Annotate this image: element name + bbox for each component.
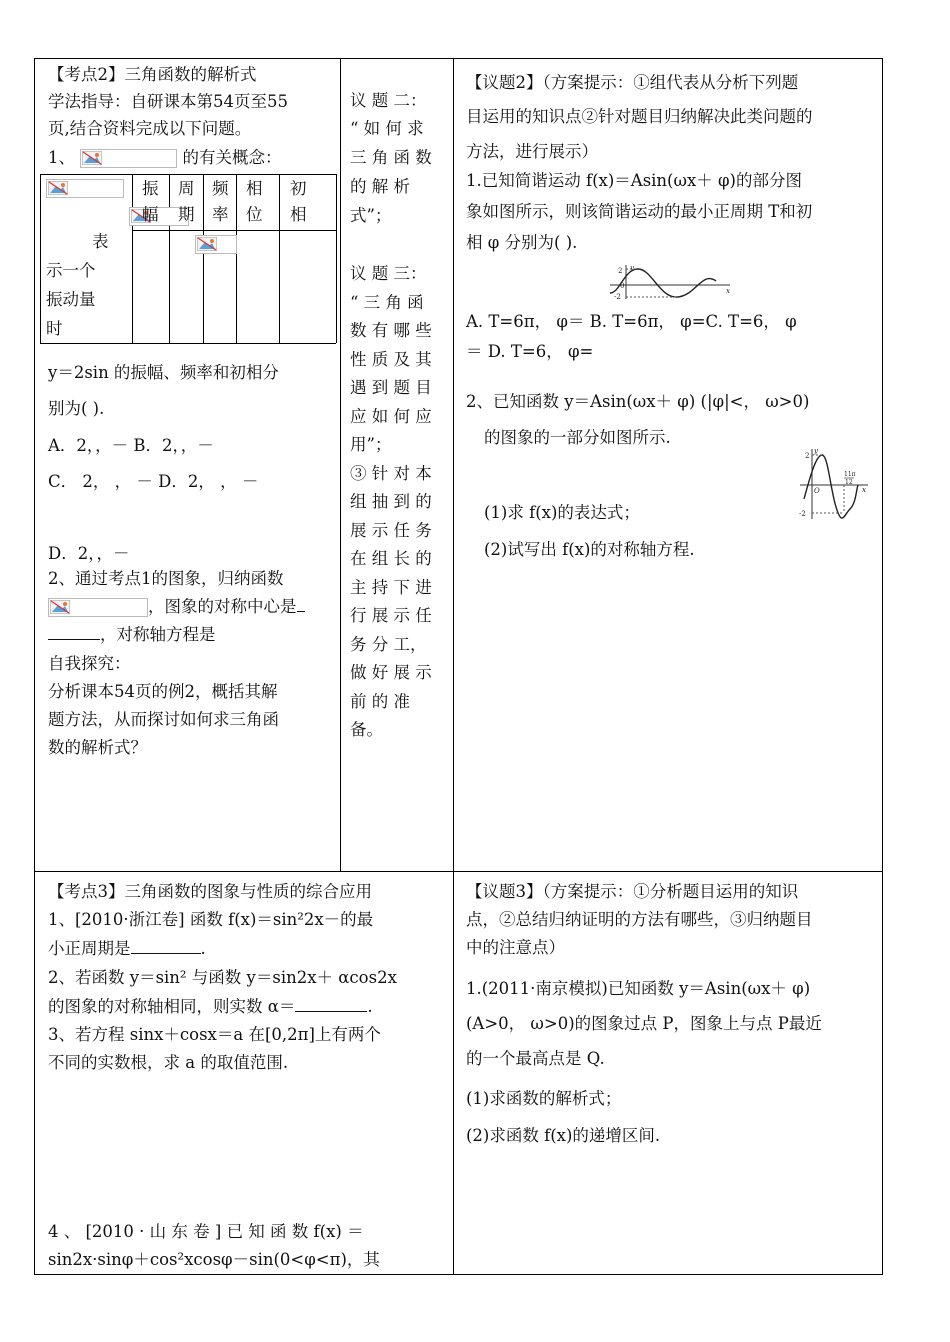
- problem1-options-1: A. T=6π， φ＝ B. T=6π， φ=C. T=6， φ: [466, 312, 797, 331]
- problem2-line1: 2、已知函数 y＝Asin(ωx＋ φ) (|φ|<， ω>0): [466, 392, 810, 411]
- table-middle-border: [34, 871, 883, 872]
- q3-line1: 3、若方程 sinx＋cosx＝a 在[0,2π]上有两个: [48, 1025, 381, 1044]
- middle-line: 的 解 析: [350, 177, 410, 196]
- q1-line1: 1、[2010·浙江卷] 函数 f(x)＝sin²2x－的最: [48, 910, 374, 929]
- graph2-x-den: 12: [845, 479, 853, 486]
- middle-line: 务 分 工，: [350, 635, 427, 654]
- kaodian2-heading: 【考点2】三角函数的解析式: [48, 65, 257, 84]
- middle-line: 展 示 任 务: [350, 521, 432, 540]
- table-bottom-border: [34, 1274, 883, 1275]
- question-1: [48, 145, 282, 171]
- q4-line2: sin2x·sinφ＋cos²xcosφ－sin(0<φ<π)，其: [48, 1250, 380, 1269]
- middle-line: 做 好 展 示: [350, 663, 432, 682]
- options-d2: D．2，，－: [48, 544, 130, 563]
- header-period-1: 周: [178, 179, 195, 198]
- middle-line: 遇 到 题 目: [350, 378, 432, 397]
- q2-axis-label: ，对称轴方程是: [100, 625, 216, 644]
- column-divider-left: [340, 58, 341, 871]
- middle-line: 性 质 及 其: [350, 350, 432, 369]
- broken-image-icon: [80, 149, 177, 168]
- q1-period-label: 小正周期是: [48, 939, 131, 958]
- question-2-line2: [48, 594, 305, 620]
- yiti2-heading-1: 【议题2】（方案提示：①组代表从分析下列题: [466, 73, 799, 92]
- problem1-line1: 1.已知简谐运动 f(x)＝Asin(ωx＋ φ)的部分图: [466, 171, 802, 190]
- question-2-line3: [48, 622, 216, 648]
- graph2-x-label: x: [862, 486, 866, 494]
- middle-line: 在 组 长 的: [350, 549, 432, 568]
- options-cd: C． 2， ， － D．2， ， －: [48, 472, 259, 491]
- graph2-origin: O: [814, 487, 820, 495]
- q1-line2: 小正周期是 .: [48, 939, 206, 958]
- options-ab: A．2，，－ B．2，，－: [48, 436, 214, 455]
- kaodian3-heading: 【考点3】三角函数的图象与性质的综合应用: [48, 882, 372, 901]
- q3-line2: 不同的实数根，求 a 的取值范围.: [48, 1053, 289, 1072]
- header-phase-2: 位: [246, 205, 263, 224]
- q1-prefix: 1、: [48, 148, 75, 167]
- nanjing-line1: 1.(2011·南京模拟)已知函数 y＝Asin(ωx＋ φ): [466, 979, 811, 998]
- nanjing-line2: (A>0， ω>0)的图象过点 P，图象上与点 P最近: [466, 1014, 822, 1033]
- header-frequency-2: 率: [212, 205, 229, 224]
- yiti3-heading-2: 点，②总结归纳证明的方法有哪些，③归纳题目: [466, 910, 813, 929]
- broken-image-icon: [48, 598, 148, 617]
- sine-graph-2: [798, 447, 870, 521]
- nanjing-q1: (1)求函数的解析式；: [466, 1089, 622, 1108]
- problem2-line2: 的图象的一部分如图所示.: [484, 428, 671, 447]
- header-phase-1: 相: [246, 179, 263, 198]
- middle-line: 应 如 何 应: [350, 407, 432, 426]
- yiti3-heading-3: 中的注意点）: [466, 938, 565, 957]
- column-divider-right: [453, 58, 454, 1275]
- broken-image-icon: [46, 179, 124, 198]
- graph2-x-mark: 11π: [844, 471, 856, 478]
- table-left-border: [34, 58, 35, 1275]
- problem1-options-2: ＝ D. T=6， φ=: [466, 342, 594, 361]
- broken-image-icon: [195, 235, 237, 254]
- middle-line: 行 展 示 任: [350, 606, 432, 625]
- q2-center-label: ，图象的对称中心是: [148, 597, 297, 616]
- middle-line: 主 持 下 进: [350, 578, 432, 597]
- table-right-border: [882, 58, 883, 1275]
- middle-line: 用”；: [350, 435, 392, 454]
- middle-line: “ 如 何 求: [350, 119, 424, 138]
- problem1-line2: 象如图所示，则该简谐运动的最小正周期 T和初: [466, 202, 813, 221]
- question-2-line1: 2、通过考点1的图象，归纳函数: [48, 569, 284, 588]
- middle-line: ③ 针 对 本: [350, 464, 432, 483]
- problem2-q2: (2)试写出 f(x)的对称轴方程.: [484, 540, 695, 559]
- side-label-3: 振动量: [46, 290, 96, 309]
- middle-line: 前 的 准: [350, 692, 410, 711]
- middle-line: 三 角 函 数: [350, 148, 432, 167]
- table-top-border: [34, 58, 883, 59]
- question-amplitude-2: 别为( ).: [48, 399, 105, 418]
- middle-line: 数 有 哪 些: [350, 321, 432, 340]
- middle-line: “ 三 角 函: [350, 293, 424, 312]
- yiti2-heading-2: 目运用的知识点②针对题目归纳解决此类问题的: [466, 107, 813, 126]
- middle-line: 式”；: [350, 206, 392, 225]
- analyze-line-1: 分析课本54页的例2，概括其解: [48, 682, 278, 701]
- nanjing-q2: (2)求函数 f(x)的递增区间.: [466, 1126, 661, 1145]
- header-frequency-1: 频: [212, 179, 229, 198]
- guide-line-2: 页,结合资料完成以下问题。: [48, 119, 252, 138]
- header-initial-phase-2: 相: [290, 205, 307, 224]
- header-initial-phase-1: 初: [290, 179, 307, 198]
- side-label-4: 时: [46, 319, 63, 338]
- q1-suffix: 的有关概念：: [182, 148, 282, 167]
- yiti3-heading-1: 【议题3】（方案提示：①分析题目运用的知识: [466, 882, 799, 901]
- sine-graph-1: [606, 263, 736, 301]
- graph2-y-top: 2: [805, 452, 810, 460]
- q2-line1: 2、若函数 y＝sin² 与函数 y＝sin2x＋ αcos2x: [48, 968, 397, 987]
- graph2-y-bottom: -2: [799, 510, 806, 518]
- header-period-2: 期: [178, 205, 195, 224]
- side-label-1: 表: [92, 232, 109, 251]
- yiti2-heading-3: 方法，进行展示）: [466, 142, 598, 161]
- middle-line: 组 抽 到 的: [350, 492, 432, 511]
- analyze-line-3: 数的解析式？: [48, 738, 147, 757]
- graph2-y-label: y: [814, 447, 818, 455]
- middle-line: 议 题 三：: [350, 264, 427, 283]
- graph1-x-label: x: [726, 287, 730, 295]
- q4-line1: 4 、 [2010 · 山 东 卷 ] 已 知 函 数 f(x) ＝: [48, 1222, 364, 1241]
- analyze-line-2: 题方法，从而探讨如何求三角函: [48, 710, 279, 729]
- problem2-q1: (1)求 f(x)的表达式；: [484, 503, 640, 522]
- middle-line: 议 题 二：: [350, 91, 427, 110]
- nanjing-line3: 的一个最高点是 Q.: [466, 1049, 605, 1068]
- middle-line: 备。: [350, 720, 383, 739]
- problem1-line3: 相 φ 分别为( ).: [466, 233, 578, 252]
- graph1-y-top: 2: [618, 267, 623, 275]
- header-amplitude-1: 振: [142, 179, 159, 198]
- header-amplitude-2: 幅: [142, 205, 159, 224]
- question-amplitude: y＝2sin 的振幅、频率和初相分: [48, 363, 279, 382]
- graph1-y-zero: 0: [620, 282, 625, 290]
- graph1-y-label: y: [630, 264, 634, 272]
- q2-alpha-label: 的图象的对称轴相同，则实数 α＝: [48, 997, 296, 1016]
- q2-line2: 的图象的对称轴相同，则实数 α＝ .: [48, 997, 373, 1016]
- guide-line-1: 学法指导：自研课本第54页至55: [48, 92, 288, 111]
- side-label-2: 示一个: [46, 261, 96, 280]
- graph1-y-bottom: -2: [614, 293, 621, 301]
- self-explore: 自我探究：: [48, 654, 131, 673]
